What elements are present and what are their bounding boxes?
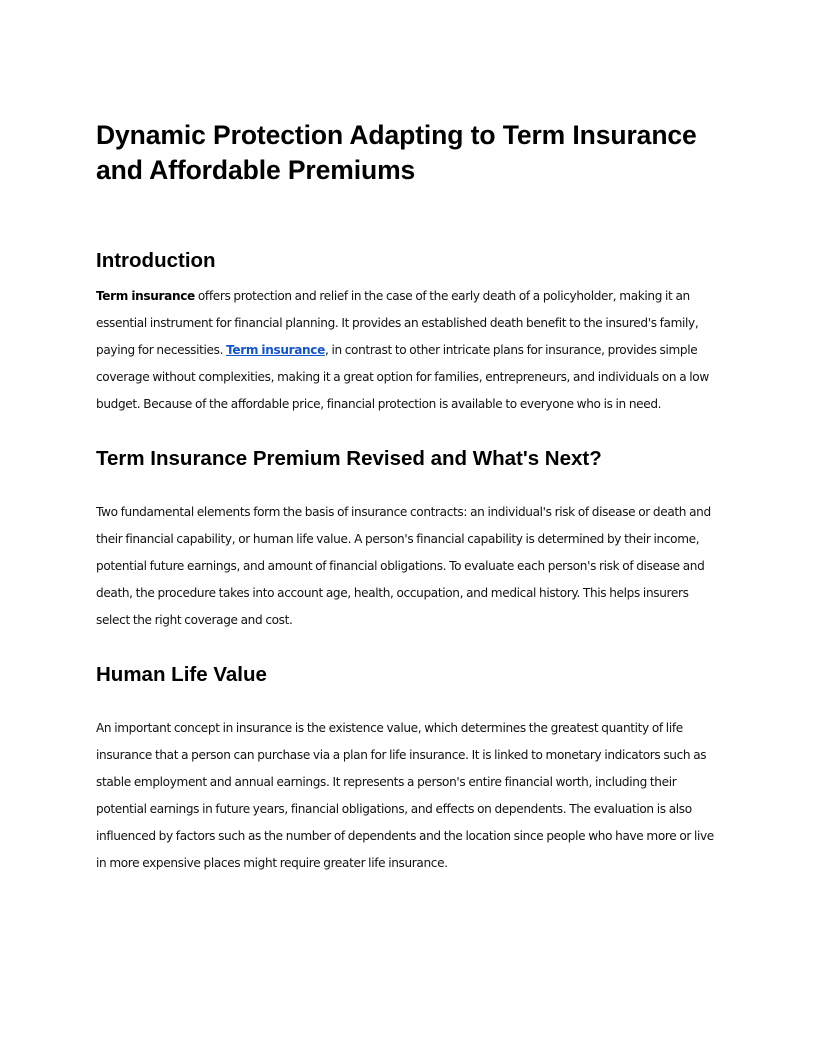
section-heading-human-life-value: Human Life Value <box>96 663 267 686</box>
introduction-text-part-2: , in contrast to other intricate plans for insurance, provides simple coverage without complexities, making it a great option for families, entrepreneurs, and individuals on a low budget. Because of the affordable price, financial protection is available to everyone who is in need. <box>96 343 709 411</box>
term-insurance-link[interactable]: Term insurance <box>226 343 325 357</box>
document-page <box>96 118 720 877</box>
term-insurance-bold-lead: Term insurance <box>96 289 195 303</box>
human-life-value-paragraph: An important concept in insurance is the existence value, which determines the greatest quantity of life insurance that a person can purchase via a plan for life insurance. It is linked to monetary indicators such as stable employment and annual earnings. It represents a person's entire financial worth, including their potential earnings in future years, financial obligations, and effects on dependents. The evaluation is also influenced by factors such as the number of dependents and the location since people who have more or live in more expensive places might require greater life insurance. <box>96 721 714 870</box>
section-heading-premium-revised: Term Insurance Premium Revised and What's Next? <box>96 447 602 470</box>
premium-revised-paragraph: Two fundamental elements form the basis of insurance contracts: an individual's risk of disease or death and their financial capability, or human life value. A person's financial capability is determined by their income, potential future earnings, and amount of financial obligations. To evaluate each person's risk of disease and death, the procedure takes into account age, health, occupation, and medical history. This helps insurers select the right coverage and cost. <box>96 505 711 627</box>
introduction-paragraph <box>96 283 720 418</box>
introduction-text-part-1: offers protection and relief in the case of the early death of a policyholder, making it an essential instrument for financial planning. It provides an established death benefit to the insured's family, paying for necessities. <box>96 289 699 357</box>
section-heading-introduction: Introduction <box>96 249 216 272</box>
document-title: Dynamic Protection Adapting to Term Insurance and Affordable Premiums <box>96 120 697 185</box>
